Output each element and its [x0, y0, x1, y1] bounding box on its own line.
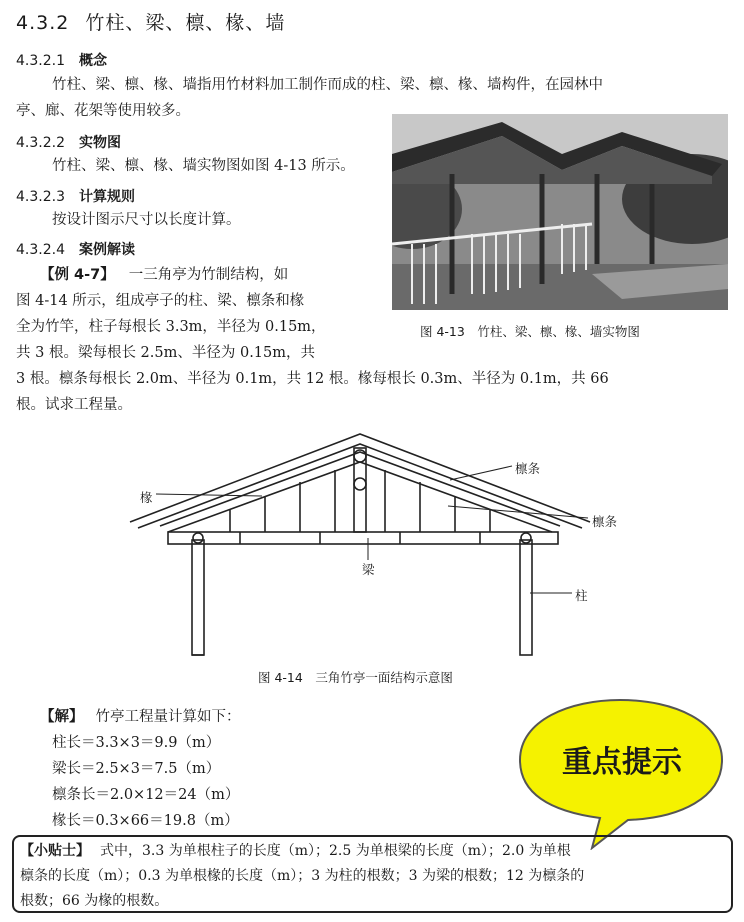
tip-line-2: 檩条的长度（m）；0.3 为单根椽的长度（m）；3 为柱的根数；3 为梁的根数；12 为檩条的 — [20, 868, 585, 884]
heading-number: 4.3.2.1 — [16, 53, 65, 69]
heading-label: 案例解读 — [78, 242, 135, 258]
heading-label: 计算规则 — [78, 189, 135, 205]
tip-line-3: 根数；66 为椽的根数。 — [20, 893, 169, 909]
heading-number: 4.3.2.4 — [16, 242, 65, 258]
heading-photo — [16, 132, 121, 152]
tip-tag: 【小贴士】 — [20, 843, 90, 859]
calc-zhu: 柱长＝3.3×3＝9.9（m） — [52, 735, 221, 751]
concept-line-2: 亭、廊、花架等使用较多。 — [16, 103, 190, 119]
example-line-6: 根。试求工程量。 — [16, 397, 132, 413]
tip-text-1: 式中，3.3 为单根柱子的长度（m）；2.5 为单根梁的长度（m）；2.0 为单根 — [100, 843, 571, 859]
label-liang: 梁 — [362, 562, 375, 577]
example-line-1 — [40, 262, 288, 288]
section-number: 4.3.2 — [16, 12, 70, 34]
rule-text: 按设计图示尺寸以长度计算。 — [52, 212, 241, 228]
figure-14-caption: 图 4-14 三角竹亭一面结构示意图 — [258, 670, 453, 685]
tip-line-1 — [20, 839, 725, 864]
heading-label: 概念 — [78, 53, 107, 69]
label-chuan: 椽 — [140, 490, 153, 505]
section-title-text: 竹柱、梁、檩、椽、墙 — [85, 12, 286, 34]
label-lintiao-top: 檩条 — [515, 461, 541, 476]
label-zhu: 柱 — [575, 588, 588, 603]
photo-text: 竹柱、梁、檩、椽、墙实物图如图 4-13 所示。 — [52, 158, 355, 174]
calc-lintiao: 檩条长＝2.0×12＝24（m） — [52, 787, 240, 803]
example-text-1: 一三角亭为竹制结构，如 — [128, 267, 289, 283]
solution-tag: 【解】 — [40, 709, 84, 725]
example-line-2: 图 4-14 所示，组成亭子的柱、梁、檩条和椽 — [16, 293, 305, 309]
pavilion-photo — [392, 114, 728, 310]
heading-rule — [16, 186, 135, 206]
pavilion-photo-drawing — [392, 114, 728, 310]
calc-chuan: 椽长＝0.3×66＝19.8（m） — [52, 813, 239, 829]
heading-concept — [16, 50, 107, 70]
example-tag: 【例 4-7】 — [40, 267, 115, 283]
heading-number: 4.3.2.3 — [16, 189, 65, 205]
key-point-bubble — [500, 690, 740, 850]
heading-number: 4.3.2.2 — [16, 135, 65, 151]
example-line-3: 全为竹竿，柱子每根长 3.3m，半径为 0.15m， — [16, 319, 326, 335]
example-line-4: 共 3 根。梁每根长 2.5m、半径为 0.15m，共 — [16, 345, 316, 361]
solution-intro-text: 竹亭工程量计算如下： — [95, 709, 241, 725]
tip-box — [12, 835, 733, 913]
solution-intro — [40, 704, 241, 730]
figure-13-caption: 图 4-13 竹柱、梁、檩、椽、墙实物图 — [420, 324, 640, 339]
calc-liang: 梁长＝2.5×3＝7.5（m） — [52, 761, 221, 777]
example-line-5: 3 根。檩条每根长 2.0m、半径为 0.1m，共 12 根。椽每根长 0.3m、半径为 0.1m，共 66 — [16, 371, 609, 387]
section-title — [16, 8, 285, 35]
label-lintiao-right: 檩条 — [592, 514, 618, 529]
concept-line-1: 竹柱、梁、檩、椽、墙指用竹材料加工制作而成的柱、梁、檩、椽、墙构件，在园林中 — [52, 77, 603, 93]
heading-label: 实物图 — [78, 135, 121, 151]
heading-case — [16, 239, 135, 259]
bubble-text: 重点提示 — [562, 745, 682, 780]
